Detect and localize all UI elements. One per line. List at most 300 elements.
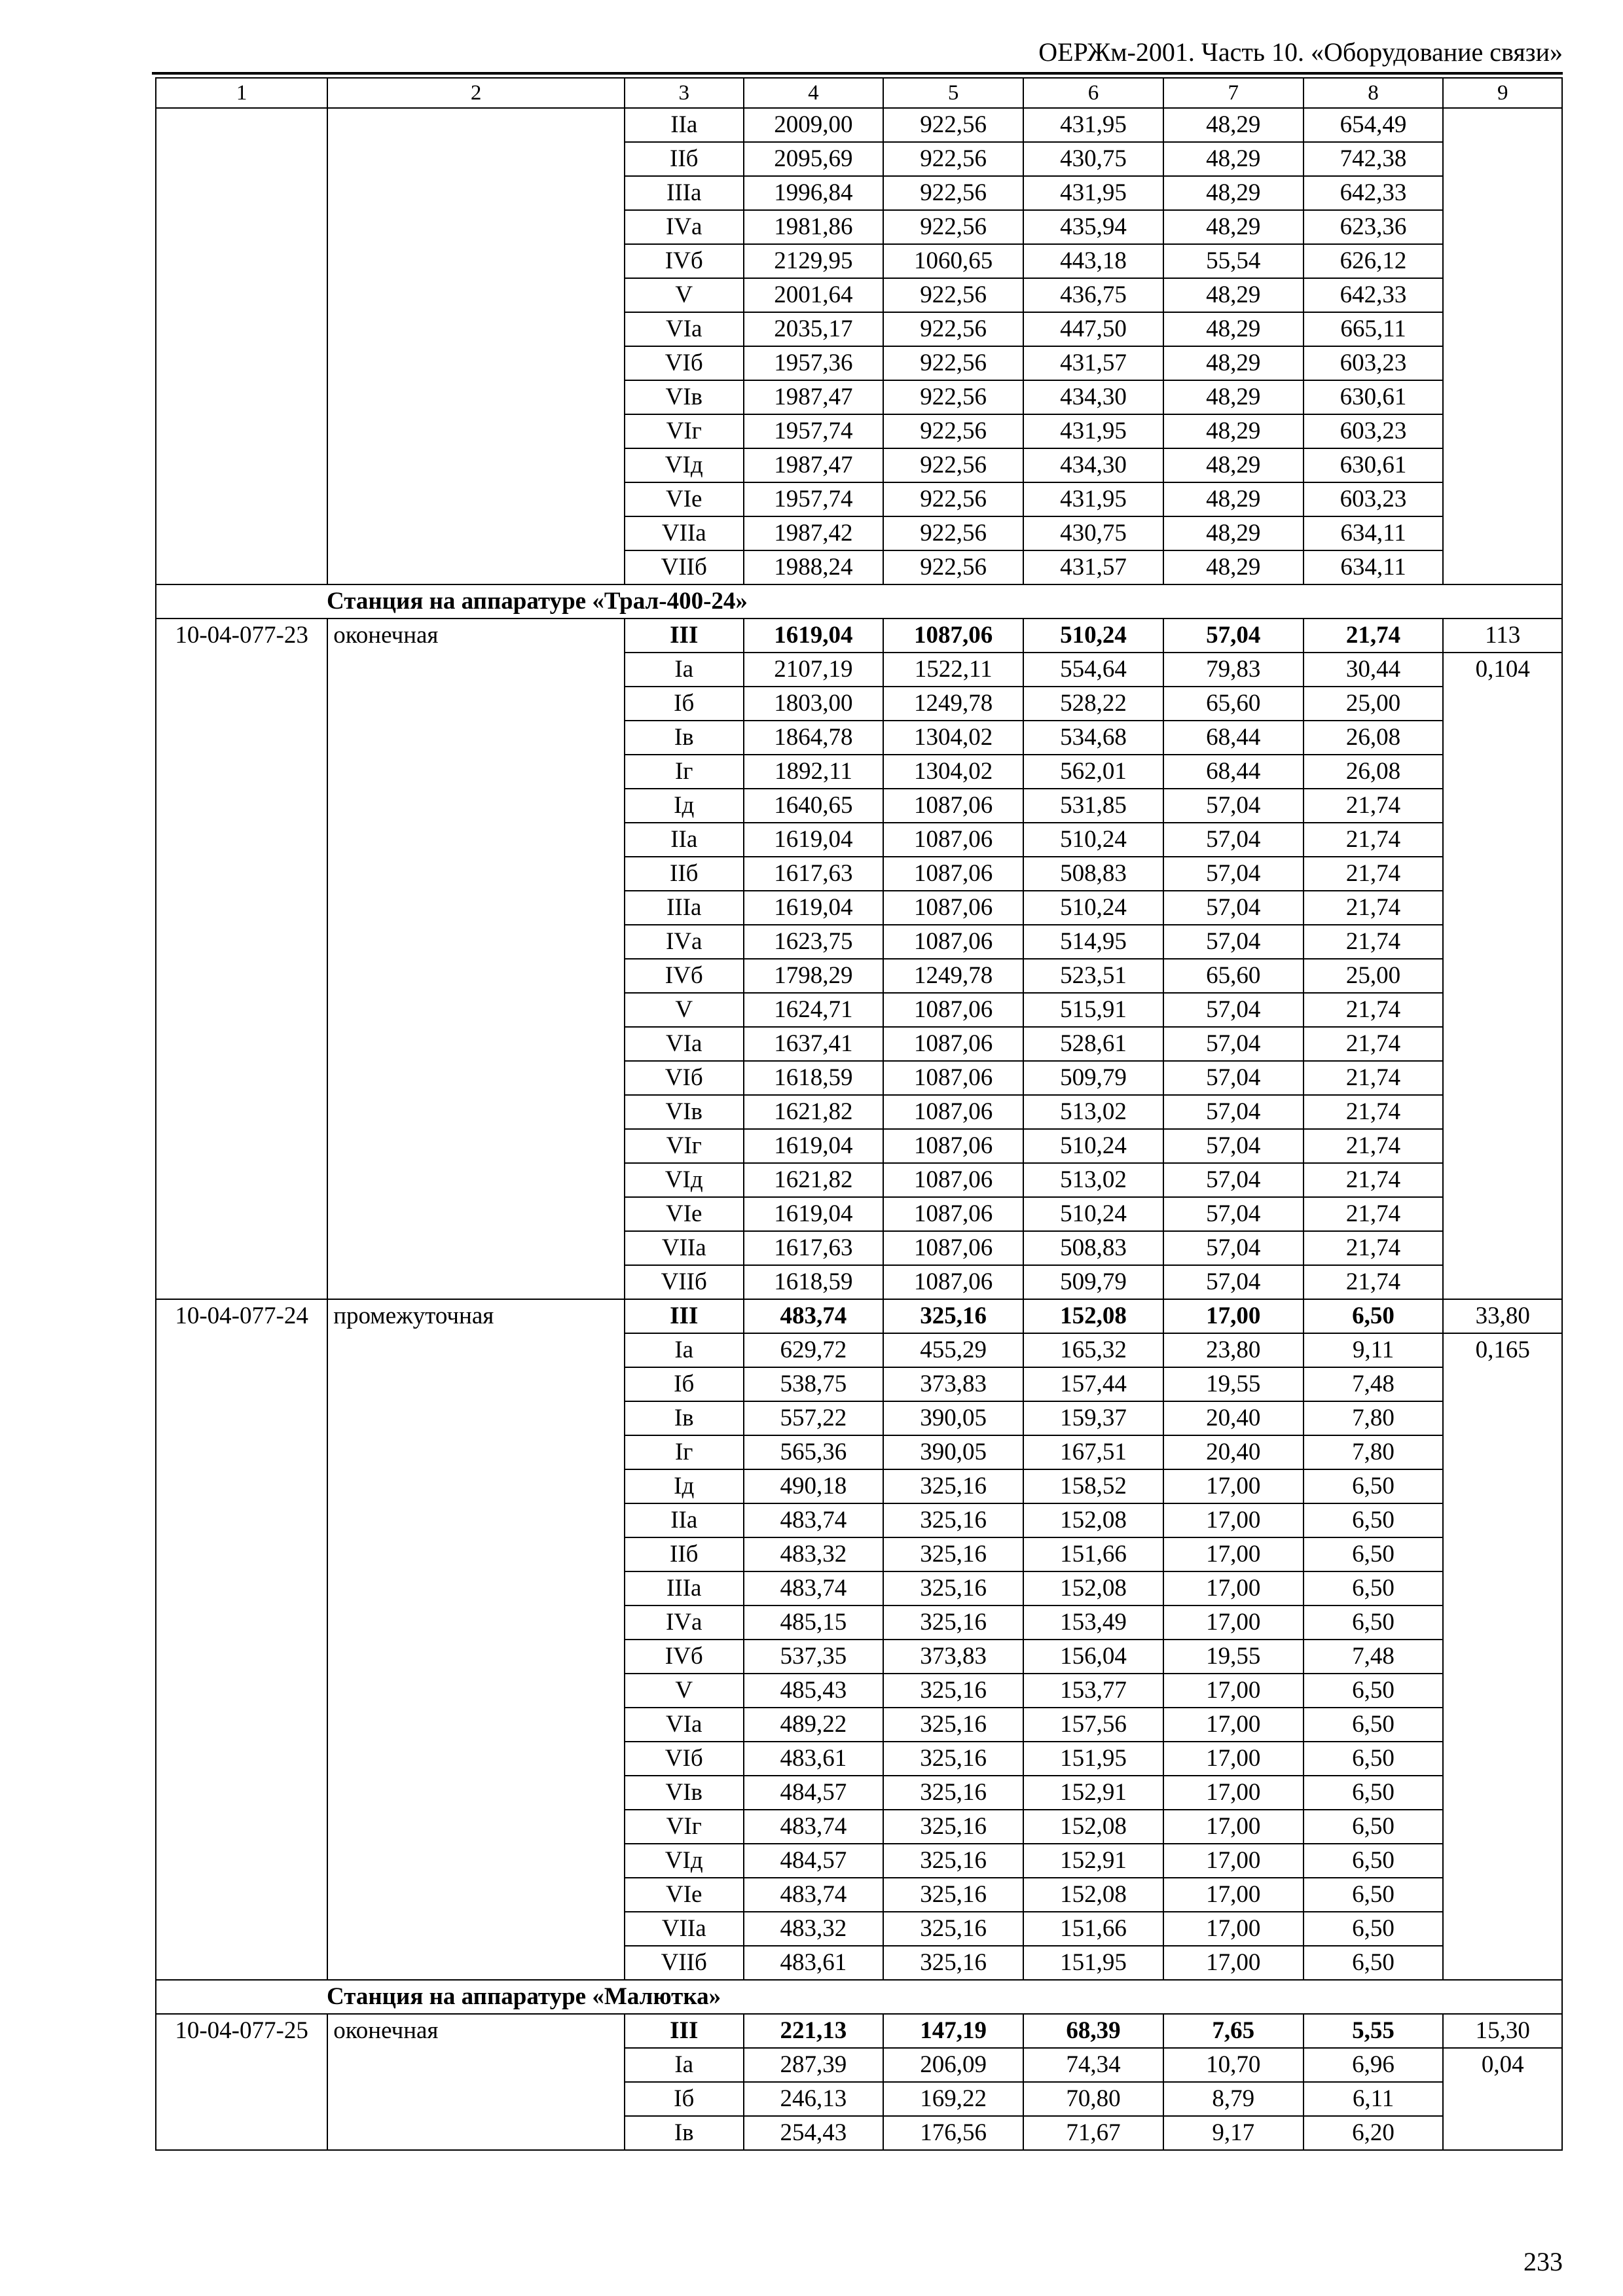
category-cell: V — [625, 1674, 744, 1708]
value-cell: 1087,06 — [883, 891, 1023, 925]
value-cell: 151,66 — [1023, 1537, 1163, 1571]
value-cell: 152,91 — [1023, 1776, 1163, 1810]
value-cell: 147,19 — [883, 2014, 1023, 2048]
value-cell: 431,95 — [1023, 176, 1163, 210]
value-cell: 1087,06 — [883, 1231, 1023, 1265]
value-cell: 55,54 — [1163, 244, 1304, 278]
value-cell: 509,79 — [1023, 1061, 1163, 1095]
value-cell: 431,95 — [1023, 414, 1163, 448]
value-cell: 48,29 — [1163, 414, 1304, 448]
value-cell: 19,55 — [1163, 1367, 1304, 1401]
value-cell: 17,00 — [1163, 1469, 1304, 1503]
value-cell: 510,24 — [1023, 619, 1163, 653]
value-cell: 68,39 — [1023, 2014, 1163, 2048]
value-cell: 21,74 — [1304, 1129, 1444, 1163]
value-cell: 1988,24 — [744, 550, 884, 584]
rate-code-cell: 10-04-077-25 — [156, 2014, 327, 2150]
value-cell: 57,04 — [1163, 1231, 1304, 1265]
category-cell: Iв — [625, 1401, 744, 1435]
category-cell: VIб — [625, 346, 744, 380]
column-number: 7 — [1163, 78, 1304, 108]
value-cell: 430,75 — [1023, 516, 1163, 550]
value-cell: 30,44 — [1304, 653, 1444, 687]
category-cell: VIе — [625, 1878, 744, 1912]
value-cell: 325,16 — [883, 1571, 1023, 1605]
value-cell: 2035,17 — [744, 312, 884, 346]
value-cell: 17,00 — [1163, 1571, 1304, 1605]
value-cell: 17,00 — [1163, 1946, 1304, 1980]
category-cell: IIб — [625, 1537, 744, 1571]
category-cell: IVа — [625, 925, 744, 959]
value-cell: 1619,04 — [744, 1129, 884, 1163]
value-cell: 642,33 — [1304, 176, 1444, 210]
value-cell: 1060,65 — [883, 244, 1023, 278]
value-cell: 325,16 — [883, 1810, 1023, 1844]
value-cell: 151,95 — [1023, 1946, 1163, 1980]
category-cell: VIIа — [625, 1912, 744, 1946]
value-cell: 1087,06 — [883, 1027, 1023, 1061]
value-cell: 152,08 — [1023, 1299, 1163, 1333]
value-cell: 1621,82 — [744, 1095, 884, 1129]
value-cell: 508,83 — [1023, 857, 1163, 891]
value-cell: 6,50 — [1304, 1571, 1444, 1605]
value-cell: 325,16 — [883, 1503, 1023, 1537]
resource-cell: 15,30 — [1443, 2014, 1562, 2048]
value-cell: 48,29 — [1163, 346, 1304, 380]
value-cell: 6,50 — [1304, 1503, 1444, 1537]
category-cell: Iа — [625, 653, 744, 687]
value-cell: 6,50 — [1304, 1299, 1444, 1333]
value-cell: 48,29 — [1163, 278, 1304, 312]
value-cell: 153,49 — [1023, 1605, 1163, 1640]
value-cell: 538,75 — [744, 1367, 884, 1401]
section-row — [156, 1980, 1562, 2014]
value-cell: 6,50 — [1304, 1469, 1444, 1503]
value-cell: 629,72 — [744, 1333, 884, 1367]
value-cell: 5,55 — [1304, 2014, 1444, 2048]
value-cell: 48,29 — [1163, 482, 1304, 516]
value-cell: 483,61 — [744, 1946, 884, 1980]
category-cell: IVб — [625, 959, 744, 993]
value-cell: 25,00 — [1304, 687, 1444, 721]
value-cell: 325,16 — [883, 1537, 1023, 1571]
value-cell: 57,04 — [1163, 891, 1304, 925]
value-cell: 10,70 — [1163, 2048, 1304, 2082]
value-cell: 373,83 — [883, 1367, 1023, 1401]
category-cell: IIб — [625, 857, 744, 891]
value-cell: 152,91 — [1023, 1844, 1163, 1878]
value-cell: 634,11 — [1304, 550, 1444, 584]
value-cell: 57,04 — [1163, 1265, 1304, 1299]
value-cell: 515,91 — [1023, 993, 1163, 1027]
value-cell: 390,05 — [883, 1435, 1023, 1469]
value-cell: 630,61 — [1304, 380, 1444, 414]
category-cell: Iб — [625, 1367, 744, 1401]
value-cell: 534,68 — [1023, 721, 1163, 755]
value-cell: 21,74 — [1304, 823, 1444, 857]
value-cell: 603,23 — [1304, 414, 1444, 448]
value-cell: 6,50 — [1304, 1946, 1444, 1980]
value-cell: 20,40 — [1163, 1435, 1304, 1469]
value-cell: 21,74 — [1304, 1061, 1444, 1095]
value-cell: 484,57 — [744, 1844, 884, 1878]
value-cell: 57,04 — [1163, 619, 1304, 653]
value-cell: 57,04 — [1163, 823, 1304, 857]
value-cell: 152,08 — [1023, 1571, 1163, 1605]
value-cell: 642,33 — [1304, 278, 1444, 312]
value-cell: 483,74 — [744, 1810, 884, 1844]
value-cell: 169,22 — [883, 2082, 1023, 2116]
value-cell: 510,24 — [1023, 1197, 1163, 1231]
value-cell: 443,18 — [1023, 244, 1163, 278]
value-cell: 19,55 — [1163, 1640, 1304, 1674]
value-cell: 325,16 — [883, 1674, 1023, 1708]
category-cell: Iг — [625, 755, 744, 789]
value-cell: 1864,78 — [744, 721, 884, 755]
value-cell: 2129,95 — [744, 244, 884, 278]
category-cell: IVб — [625, 244, 744, 278]
value-cell: 1798,29 — [744, 959, 884, 993]
value-cell: 1304,02 — [883, 755, 1023, 789]
value-cell: 65,60 — [1163, 959, 1304, 993]
value-cell: 325,16 — [883, 1605, 1023, 1640]
table-row — [156, 2014, 1562, 2048]
value-cell: 434,30 — [1023, 380, 1163, 414]
value-cell: 7,48 — [1304, 1640, 1444, 1674]
value-cell: 922,56 — [883, 176, 1023, 210]
value-cell: 7,65 — [1163, 2014, 1304, 2048]
page-number: 233 — [1523, 2247, 1563, 2276]
value-cell: 455,29 — [883, 1333, 1023, 1367]
category-cell: VIд — [625, 1844, 744, 1878]
value-cell: 2001,64 — [744, 278, 884, 312]
category-cell: V — [625, 993, 744, 1027]
value-cell: 1892,11 — [744, 755, 884, 789]
value-cell: 57,04 — [1163, 993, 1304, 1027]
value-cell: 565,36 — [744, 1435, 884, 1469]
value-cell: 1619,04 — [744, 891, 884, 925]
value-cell: 436,75 — [1023, 278, 1163, 312]
value-cell: 922,56 — [883, 278, 1023, 312]
value-cell: 6,50 — [1304, 1537, 1444, 1571]
value-cell: 1621,82 — [744, 1163, 884, 1197]
category-cell: VIб — [625, 1061, 744, 1095]
category-cell: Iв — [625, 721, 744, 755]
value-cell: 1087,06 — [883, 619, 1023, 653]
value-cell: 509,79 — [1023, 1265, 1163, 1299]
column-number: 8 — [1304, 78, 1444, 108]
value-cell: 7,80 — [1304, 1435, 1444, 1469]
value-cell: 510,24 — [1023, 891, 1163, 925]
category-cell: VIв — [625, 1095, 744, 1129]
value-cell: 48,29 — [1163, 210, 1304, 244]
rate-code-cell: 10-04-077-24 — [156, 1299, 327, 1980]
category-cell: VIе — [625, 1197, 744, 1231]
category-cell: VIIб — [625, 550, 744, 584]
column-number: 1 — [156, 78, 327, 108]
value-cell: 1637,41 — [744, 1027, 884, 1061]
value-cell: 373,83 — [883, 1640, 1023, 1674]
value-cell: 922,56 — [883, 312, 1023, 346]
value-cell: 922,56 — [883, 142, 1023, 176]
value-cell: 483,74 — [744, 1503, 884, 1537]
value-cell: 57,04 — [1163, 1027, 1304, 1061]
value-cell: 483,61 — [744, 1742, 884, 1776]
value-cell: 2107,19 — [744, 653, 884, 687]
resource-cell — [1443, 108, 1562, 584]
value-cell: 1087,06 — [883, 1061, 1023, 1095]
value-cell: 325,16 — [883, 1844, 1023, 1878]
value-cell: 26,08 — [1304, 721, 1444, 755]
value-cell: 287,39 — [744, 2048, 884, 2082]
resource-cell: 0,165 — [1443, 1333, 1562, 1980]
value-cell: 79,83 — [1163, 653, 1304, 687]
value-cell: 6,20 — [1304, 2116, 1444, 2150]
value-cell: 6,50 — [1304, 1674, 1444, 1708]
table-row — [156, 619, 1562, 653]
value-cell: 922,56 — [883, 346, 1023, 380]
category-cell: IIа — [625, 823, 744, 857]
value-cell: 630,61 — [1304, 448, 1444, 482]
category-cell: Iд — [625, 1469, 744, 1503]
value-cell: 531,85 — [1023, 789, 1163, 823]
value-cell: 48,29 — [1163, 176, 1304, 210]
value-cell: 21,74 — [1304, 925, 1444, 959]
value-cell: 9,17 — [1163, 2116, 1304, 2150]
station-type-cell — [327, 108, 625, 584]
value-cell: 510,24 — [1023, 823, 1163, 857]
value-cell: 1987,47 — [744, 380, 884, 414]
value-cell: 1087,06 — [883, 925, 1023, 959]
value-cell: 151,66 — [1023, 1912, 1163, 1946]
value-cell: 1619,04 — [744, 1197, 884, 1231]
value-cell: 1987,42 — [744, 516, 884, 550]
value-cell: 557,22 — [744, 1401, 884, 1435]
category-cell: IIа — [625, 1503, 744, 1537]
value-cell: 6,96 — [1304, 2048, 1444, 2082]
value-cell: 1957,36 — [744, 346, 884, 380]
value-cell: 1640,65 — [744, 789, 884, 823]
value-cell: 21,74 — [1304, 891, 1444, 925]
value-cell: 17,00 — [1163, 1810, 1304, 1844]
category-cell: VIIб — [625, 1265, 744, 1299]
value-cell: 20,40 — [1163, 1401, 1304, 1435]
value-cell: 151,95 — [1023, 1742, 1163, 1776]
rate-code-cell — [156, 108, 327, 584]
value-cell: 431,57 — [1023, 550, 1163, 584]
value-cell: 1087,06 — [883, 823, 1023, 857]
value-cell: 447,50 — [1023, 312, 1163, 346]
section-row — [156, 584, 1562, 619]
value-cell: 665,11 — [1304, 312, 1444, 346]
value-cell: 7,48 — [1304, 1367, 1444, 1401]
value-cell: 1624,71 — [744, 993, 884, 1027]
value-cell: 57,04 — [1163, 1061, 1304, 1095]
value-cell: 2095,69 — [744, 142, 884, 176]
category-cell: III — [625, 619, 744, 653]
category-cell: VIд — [625, 1163, 744, 1197]
value-cell: 17,00 — [1163, 1537, 1304, 1571]
value-cell: 17,00 — [1163, 1912, 1304, 1946]
category-cell: VIв — [625, 1776, 744, 1810]
category-cell: VIд — [625, 448, 744, 482]
category-cell: VIг — [625, 414, 744, 448]
value-cell: 48,29 — [1163, 312, 1304, 346]
value-cell: 6,50 — [1304, 1878, 1444, 1912]
value-cell: 165,32 — [1023, 1333, 1163, 1367]
value-cell: 74,34 — [1023, 2048, 1163, 2082]
category-cell: VIг — [625, 1810, 744, 1844]
column-number: 2 — [327, 78, 625, 108]
value-cell: 325,16 — [883, 1776, 1023, 1810]
value-cell: 6,50 — [1304, 1912, 1444, 1946]
category-cell: IVа — [625, 210, 744, 244]
value-cell: 603,23 — [1304, 482, 1444, 516]
value-cell: 537,35 — [744, 1640, 884, 1674]
value-cell: 922,56 — [883, 414, 1023, 448]
value-cell: 654,49 — [1304, 108, 1444, 142]
value-cell: 626,12 — [1304, 244, 1444, 278]
value-cell: 21,74 — [1304, 789, 1444, 823]
category-cell: IVб — [625, 1640, 744, 1674]
value-cell: 483,74 — [744, 1878, 884, 1912]
value-cell: 922,56 — [883, 550, 1023, 584]
value-cell: 71,67 — [1023, 2116, 1163, 2150]
value-cell: 325,16 — [883, 1742, 1023, 1776]
category-cell: VIIб — [625, 1946, 744, 1980]
value-cell: 17,00 — [1163, 1742, 1304, 1776]
value-cell: 68,44 — [1163, 721, 1304, 755]
value-cell: 48,29 — [1163, 142, 1304, 176]
value-cell: 483,74 — [744, 1571, 884, 1605]
column-number: 4 — [744, 78, 884, 108]
resource-cell: 113 — [1443, 619, 1562, 653]
value-cell: 21,74 — [1304, 1095, 1444, 1129]
value-cell: 2009,00 — [744, 108, 884, 142]
category-cell: Iг — [625, 1435, 744, 1469]
value-cell: 922,56 — [883, 108, 1023, 142]
value-cell: 562,01 — [1023, 755, 1163, 789]
category-cell: Iб — [625, 2082, 744, 2116]
value-cell: 1623,75 — [744, 925, 884, 959]
value-cell: 57,04 — [1163, 1129, 1304, 1163]
category-cell: VIIа — [625, 516, 744, 550]
rate-code-cell: 10-04-077-23 — [156, 619, 327, 1299]
value-cell: 922,56 — [883, 448, 1023, 482]
value-cell: 57,04 — [1163, 1095, 1304, 1129]
header-rule — [152, 72, 1563, 75]
category-cell: IVа — [625, 1605, 744, 1640]
value-cell: 17,00 — [1163, 1708, 1304, 1742]
column-number-row — [156, 78, 1562, 108]
value-cell: 528,61 — [1023, 1027, 1163, 1061]
value-cell: 1304,02 — [883, 721, 1023, 755]
value-cell: 514,95 — [1023, 925, 1163, 959]
value-cell: 325,16 — [883, 1299, 1023, 1333]
category-cell: Iа — [625, 2048, 744, 2082]
category-cell: VIа — [625, 1027, 744, 1061]
value-cell: 57,04 — [1163, 1197, 1304, 1231]
value-cell: 1087,06 — [883, 993, 1023, 1027]
value-cell: 21,74 — [1304, 1231, 1444, 1265]
category-cell: IIа — [625, 108, 744, 142]
value-cell: 6,50 — [1304, 1810, 1444, 1844]
value-cell: 17,00 — [1163, 1878, 1304, 1912]
value-cell: 21,74 — [1304, 1027, 1444, 1061]
value-cell: 325,16 — [883, 1946, 1023, 1980]
value-cell: 554,64 — [1023, 653, 1163, 687]
column-number: 6 — [1023, 78, 1163, 108]
value-cell: 1087,06 — [883, 1095, 1023, 1129]
value-cell: 6,50 — [1304, 1605, 1444, 1640]
category-cell: VIб — [625, 1742, 744, 1776]
value-cell: 430,75 — [1023, 142, 1163, 176]
value-cell: 1619,04 — [744, 619, 884, 653]
value-cell: 623,36 — [1304, 210, 1444, 244]
value-cell: 17,00 — [1163, 1605, 1304, 1640]
value-cell: 156,04 — [1023, 1640, 1163, 1674]
value-cell: 1617,63 — [744, 1231, 884, 1265]
value-cell: 434,30 — [1023, 448, 1163, 482]
value-cell: 922,56 — [883, 380, 1023, 414]
value-cell: 513,02 — [1023, 1163, 1163, 1197]
category-cell: VIг — [625, 1129, 744, 1163]
value-cell: 152,08 — [1023, 1810, 1163, 1844]
table-row — [156, 1299, 1562, 1333]
value-cell: 922,56 — [883, 516, 1023, 550]
value-cell: 1087,06 — [883, 1163, 1023, 1197]
value-cell: 26,08 — [1304, 755, 1444, 789]
section-title: Станция на аппаратуре «Малютка» — [156, 1980, 1562, 2014]
value-cell: 634,11 — [1304, 516, 1444, 550]
value-cell: 484,57 — [744, 1776, 884, 1810]
value-cell: 9,11 — [1304, 1333, 1444, 1367]
value-cell: 206,09 — [883, 2048, 1023, 2082]
page-header-title: ОЕРЖм-2001. Часть 10. «Оборудование связи» — [1038, 37, 1563, 67]
value-cell: 528,22 — [1023, 687, 1163, 721]
category-cell: IIIа — [625, 1571, 744, 1605]
value-cell: 246,13 — [744, 2082, 884, 2116]
value-cell: 17,00 — [1163, 1776, 1304, 1810]
value-cell: 70,80 — [1023, 2082, 1163, 2116]
category-cell: Iа — [625, 1333, 744, 1367]
category-cell: VIв — [625, 380, 744, 414]
category-cell: V — [625, 278, 744, 312]
value-cell: 17,00 — [1163, 1674, 1304, 1708]
category-cell: IIIа — [625, 176, 744, 210]
value-cell: 6,50 — [1304, 1776, 1444, 1810]
value-cell: 48,29 — [1163, 448, 1304, 482]
value-cell: 57,04 — [1163, 789, 1304, 823]
value-cell: 490,18 — [744, 1469, 884, 1503]
value-cell: 152,08 — [1023, 1503, 1163, 1537]
value-cell: 157,44 — [1023, 1367, 1163, 1401]
value-cell: 57,04 — [1163, 925, 1304, 959]
value-cell: 21,74 — [1304, 857, 1444, 891]
table-row — [156, 108, 1562, 142]
value-cell: 1617,63 — [744, 857, 884, 891]
rates-table-body — [156, 78, 1562, 2150]
category-cell: VIе — [625, 482, 744, 516]
value-cell: 1249,78 — [883, 959, 1023, 993]
section-title: Станция на аппаратуре «Трал-400-24» — [156, 584, 1562, 619]
value-cell: 1618,59 — [744, 1061, 884, 1095]
value-cell: 1087,06 — [883, 857, 1023, 891]
value-cell: 48,29 — [1163, 108, 1304, 142]
value-cell: 21,74 — [1304, 1265, 1444, 1299]
value-cell: 1087,06 — [883, 1197, 1023, 1231]
value-cell: 431,95 — [1023, 108, 1163, 142]
